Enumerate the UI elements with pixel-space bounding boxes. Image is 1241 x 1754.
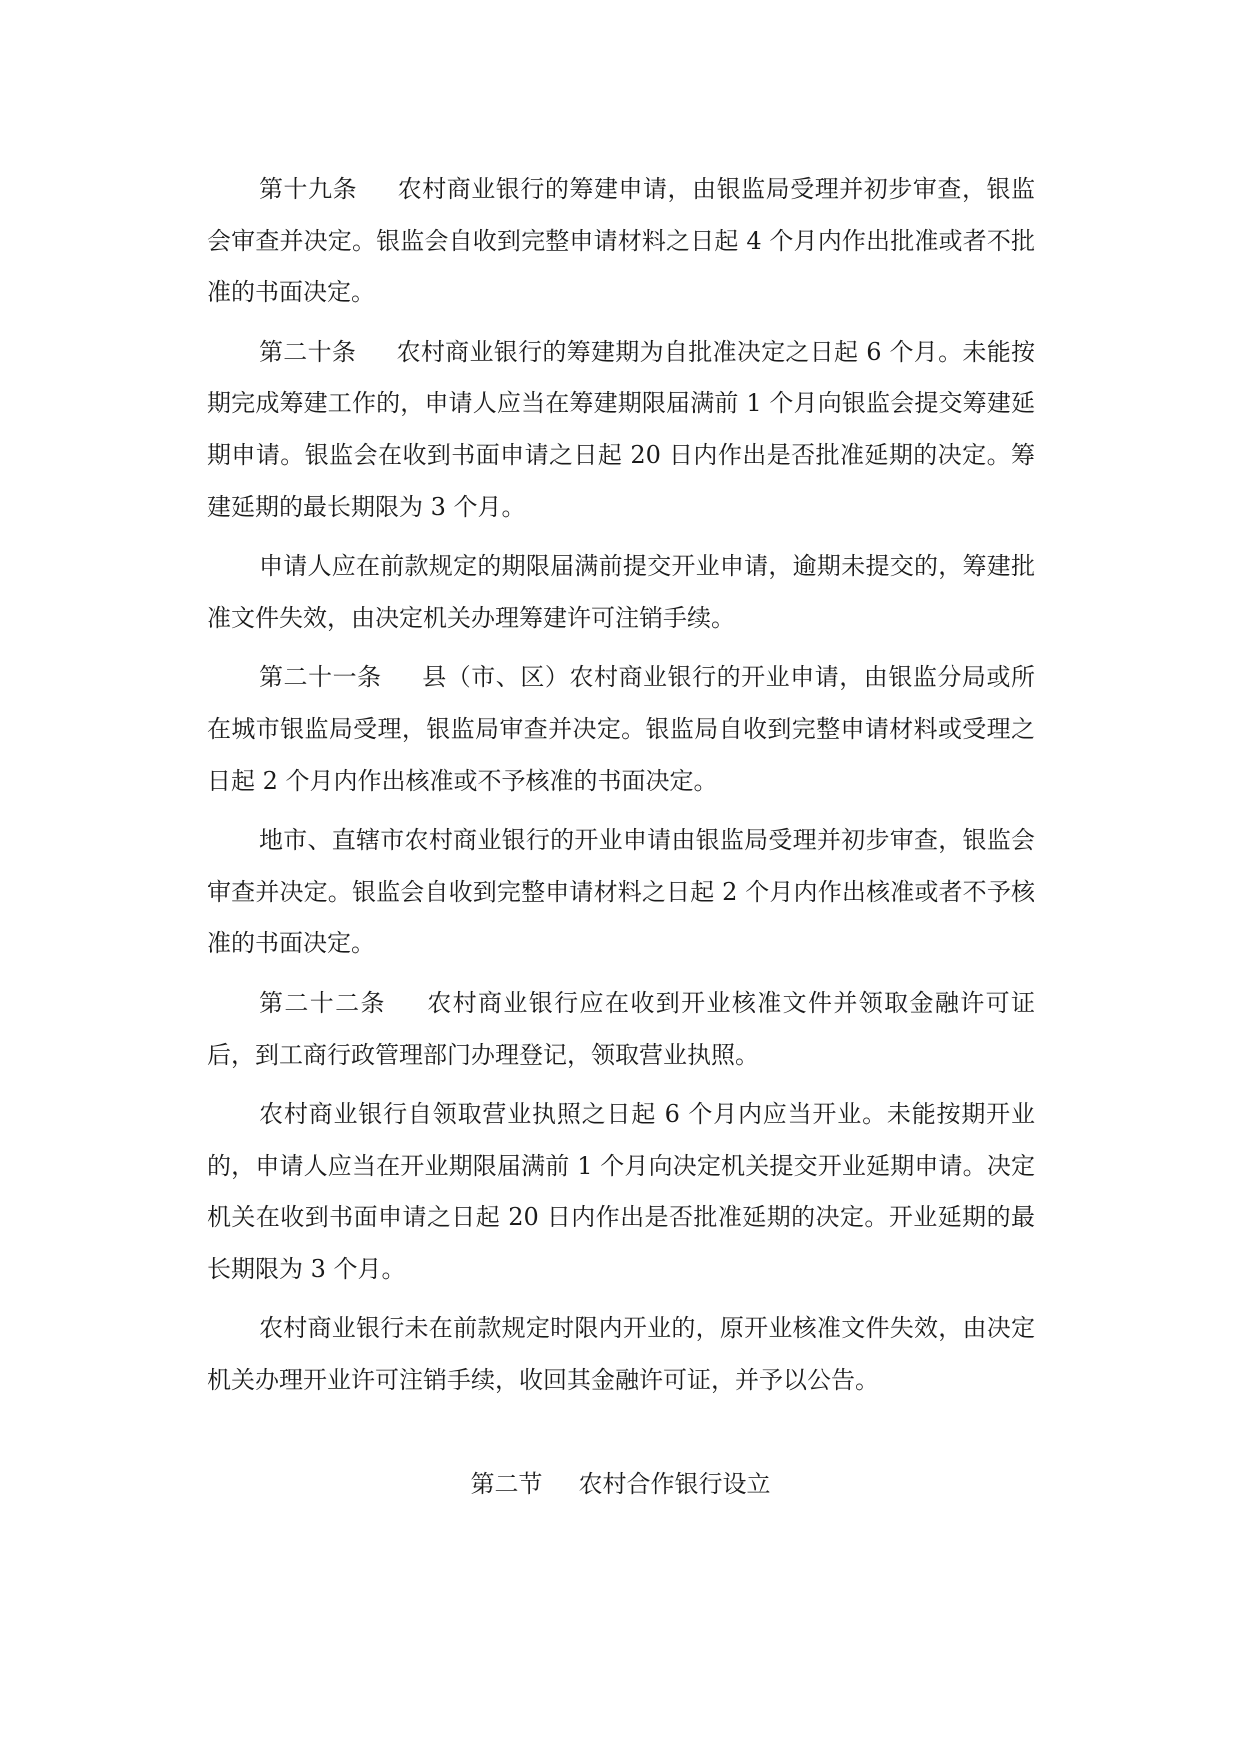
section-title: 农村合作银行设立 <box>578 1470 771 1498</box>
paragraph-article-22-clause-2 <box>207 1089 1035 1295</box>
section-number: 第二节 <box>470 1470 543 1498</box>
paragraph-article-22 <box>207 978 1035 1081</box>
document-body <box>207 164 1035 1415</box>
paragraph-text: 农村商业银行的筹建期为自批准决定之日起 6 个月。未能按期完成筹建工作的，申请人应当在筹建期限届满前 1 个月向银监会提交筹建延期申请。银监会在收到书面申请之日起 20 日内作出是否批准延期的决定。筹建延期的最长期限为 3 个月。 <box>207 337 1036 521</box>
paragraph-text: 农村商业银行的筹建申请，由银监局受理并初步审查，银监会审查并决定。银监会自收到完整申请材料之日起 4 个月内作出批准或者不批准的书面决定。 <box>207 175 1036 307</box>
paragraph-text: 地市、直辖市农村商业银行的开业申请由银监局受理并初步审查，银监会审查并决定。银监会自收到完整申请材料之日起 2 个月内作出核准或者不予核准的书面决定。 <box>207 826 1035 958</box>
article-number: 第二十二条 <box>259 988 386 1017</box>
paragraph-article-20 <box>207 327 1035 533</box>
paragraph-text: 农村商业银行自领取营业执照之日起 6 个月内应当开业。未能按期开业的，申请人应当在开业期限届满前 1 个月向决定机关提交开业延期申请。决定机关在收到书面申请之日起 20 日内作出是否批准延期的决定。开业延期的最长期限为 3 个月。 <box>207 1100 1035 1283</box>
section-heading <box>0 1464 1241 1504</box>
paragraph-article-20-clause-2 <box>207 541 1035 644</box>
paragraph-article-21-clause-2 <box>207 815 1035 970</box>
paragraph-article-21 <box>207 652 1035 807</box>
paragraph-text: 申请人应在前款规定的期限届满前提交开业申请，逾期未提交的，筹建批准文件失效，由决定机关办理筹建许可注销手续。 <box>207 552 1035 632</box>
paragraph-text: 农村商业银行应在收到开业核准文件并领取金融许可证后，到工商行政管理部门办理登记，领取营业执照。 <box>207 988 1036 1069</box>
paragraph-text: 农村商业银行未在前款规定时限内开业的，原开业核准文件失效，由决定机关办理开业许可注销手续，收回其金融许可证，并予以公告。 <box>207 1314 1035 1395</box>
article-number: 第二十条 <box>259 337 357 366</box>
paragraph-article-22-clause-3 <box>207 1303 1035 1406</box>
article-number: 第二十一条 <box>259 663 382 692</box>
paragraph-article-19 <box>207 164 1035 319</box>
article-number: 第十九条 <box>259 175 358 203</box>
paragraph-text: 县（市、区）农村商业银行的开业申请，由银监分局或所在城市银监局受理，银监局审查并决定。银监局自收到完整申请材料或受理之日起 2 个月内作出核准或不予核准的书面决定。 <box>207 663 1036 795</box>
